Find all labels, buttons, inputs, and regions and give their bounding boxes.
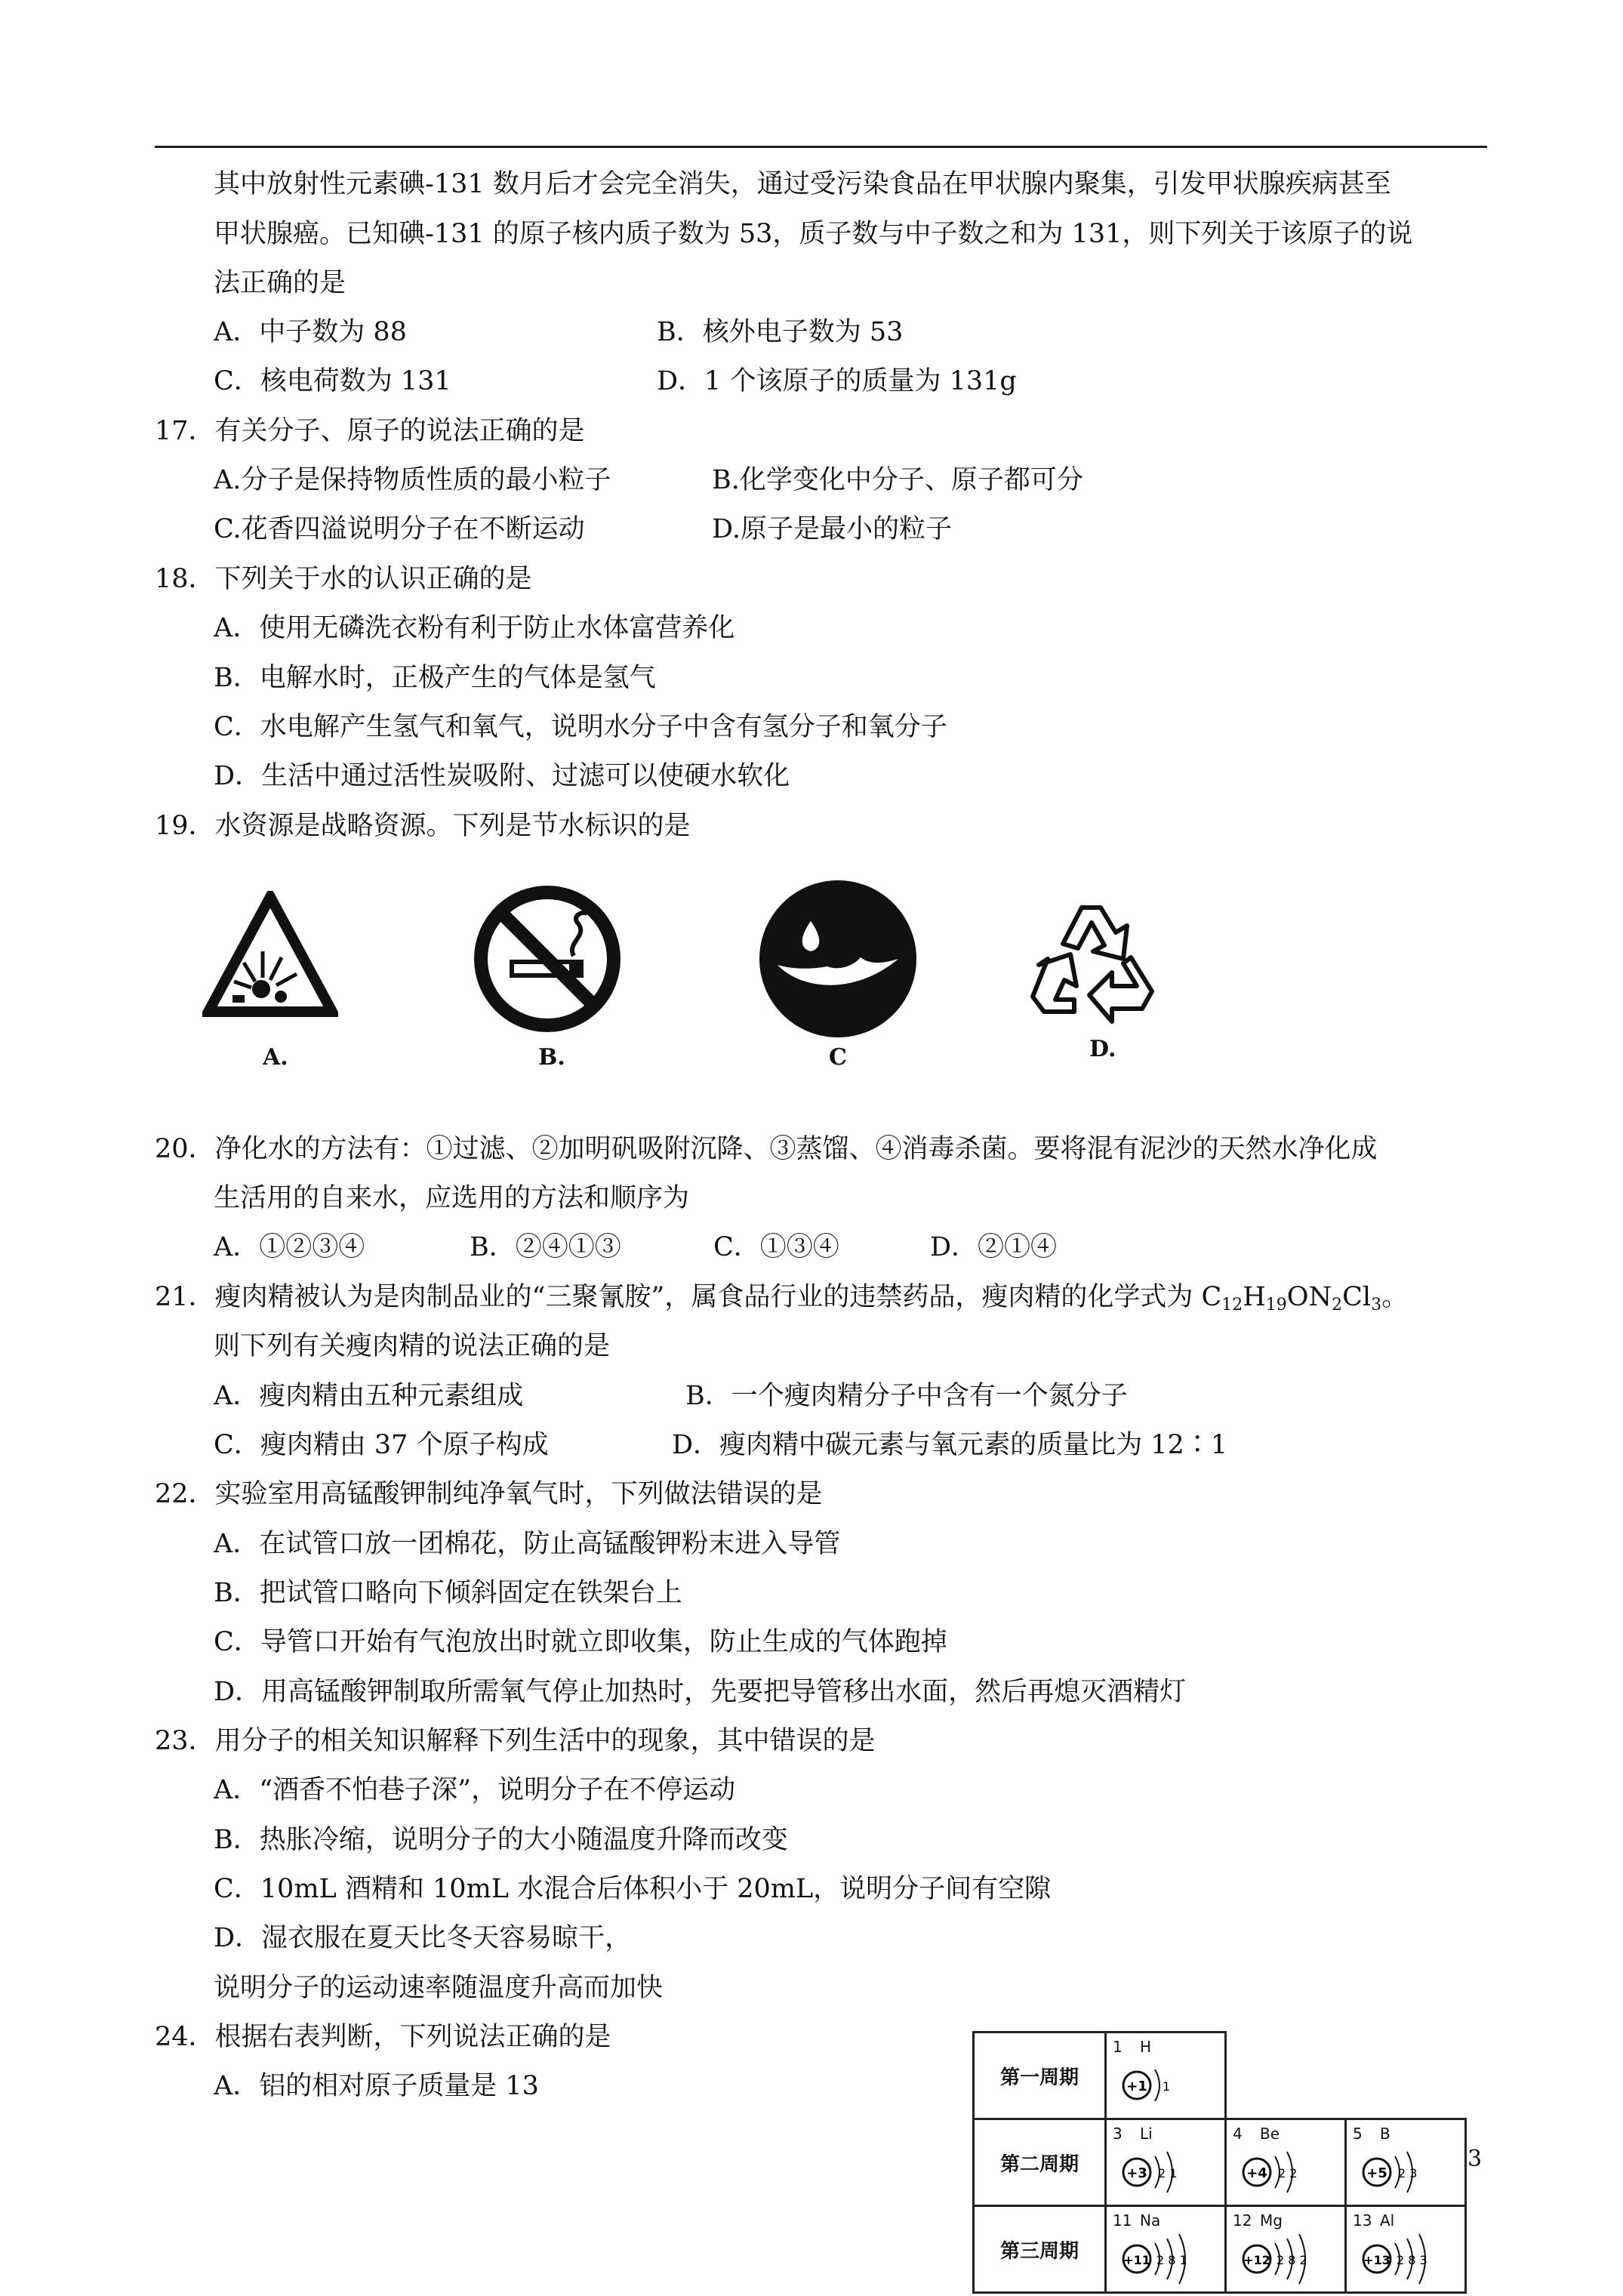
page-edge-mark: 3 (1467, 2146, 1483, 2172)
q21-line-1-text: 21．瘦肉精被认为是肉制品业的“三聚氰胺”，属食品行业的违禁药品，瘦肉精的化学式为 (155, 1282, 1202, 1312)
formula-end: 。 (1381, 1282, 1409, 1312)
q20-option-c: C．①③④ (713, 1232, 839, 1262)
element-cell-be (1226, 2119, 1346, 2206)
atom-structure-diagram (1120, 2059, 1218, 2112)
element-number: 1 (1113, 2038, 1123, 2056)
q17-option-a: A.分子是保持物质性质的最小粒子 (214, 465, 611, 495)
atom-structure-diagram (1120, 2233, 1218, 2285)
empty-cell (1346, 2032, 1466, 2119)
q17-option-b: B.化学变化中分子、原子都可分 (712, 465, 1083, 495)
nucleus-charge: +3 (1126, 2165, 1147, 2181)
atom-structure-diagram (1120, 2146, 1218, 2199)
q22-option-d: D．用高锰酸钾制取所需氧气停止加热时，先要把导管移出水面，然后再熄灭酒精灯 (214, 1677, 1187, 1707)
q18-option-d: D．生活中通过活性炭吸附、过滤可以使硬水软化 (214, 761, 790, 791)
electron-shells: 2 3 (1398, 2166, 1418, 2180)
recycling-icon (1018, 891, 1161, 1027)
period-3-label: 第三周期 (974, 2206, 1106, 2293)
q20-option-a: A．①②③④ (214, 1232, 365, 1262)
nucleus-charge: +4 (1246, 2165, 1267, 2181)
q22-option-a: A．在试管口放一团棉花，防止高锰酸钾粉末进入导管 (214, 1529, 841, 1559)
element-symbol: Mg (1260, 2211, 1283, 2230)
nucleus-charge: +5 (1366, 2165, 1387, 2181)
formula-on: ON (1286, 1282, 1332, 1312)
no-smoking-icon (468, 883, 627, 1034)
q21-line-1 (155, 1281, 1408, 1314)
header-rule (155, 146, 1487, 148)
atom-structure-diagram (1240, 2233, 1338, 2285)
q22-option-b: B．把试管口略向下倾斜固定在铁架台上 (214, 1578, 682, 1608)
atom-structure-diagram (1360, 2233, 1458, 2285)
water-saving-icon (755, 876, 921, 1042)
nucleus-charge: +12 (1243, 2253, 1270, 2267)
element-symbol: Na (1140, 2211, 1161, 2230)
element-number: 5 (1353, 2125, 1363, 2143)
element-symbol: H (1140, 2038, 1152, 2056)
electron-shells: 2 1 (1158, 2166, 1178, 2180)
element-number: 3 (1113, 2125, 1123, 2143)
q18-option-a: A．使用无磷洗衣粉有利于防止水体富营养化 (214, 613, 735, 643)
q19-label-b: B. (538, 1044, 565, 1071)
element-symbol: Li (1140, 2125, 1153, 2143)
q23-option-d-line-1: D．湿衣服在夏天比冬天容易晾干， (214, 1923, 632, 1953)
electron-shells: 1 (1163, 2079, 1171, 2094)
q21-line-2: 则下列有关瘦肉精的说法正确的是 (214, 1331, 611, 1361)
q20-option-b: B．②④①③ (470, 1232, 621, 1262)
element-cell-mg (1226, 2206, 1346, 2293)
element-cell-b (1346, 2119, 1466, 2206)
q20-option-d: D．②①④ (930, 1232, 1058, 1262)
q16-option-d: D．1 个该原子的质量为 131g (657, 366, 1017, 396)
nucleus-charge: +1 (1126, 2079, 1147, 2094)
q21-option-c: C．瘦肉精由 37 个原子构成 (214, 1430, 549, 1460)
q23-option-a: A．“酒香不怕巷子深”，说明分子在不停运动 (214, 1775, 736, 1805)
q16-line-2: 甲状腺癌。已知碘-131 的原子核内质子数为 53，质子数与中子数之和为 131，则下列关于该原子的说 (214, 219, 1413, 249)
electron-shells: 2 8 1 (1156, 2253, 1187, 2267)
q20-line-2: 生活用的自来水，应选用的方法和顺序为 (214, 1183, 690, 1213)
q19-stem: 19．水资源是战略资源。下列是节水标识的是 (155, 811, 691, 841)
nucleus-charge: +11 (1123, 2253, 1150, 2267)
element-cell-h (1106, 2032, 1226, 2119)
empty-cell (1226, 2032, 1346, 2119)
formula-c: C (1201, 1282, 1222, 1312)
element-number: 12 (1233, 2211, 1252, 2230)
q18-stem: 18．下列关于水的认识正确的是 (155, 564, 532, 594)
q24-stem: 24．根据右表判断，下列说法正确的是 (155, 2022, 611, 2052)
nucleus-charge: +13 (1363, 2253, 1390, 2267)
formula-n-count: 2 (1332, 1296, 1343, 1314)
formula-h-count: 19 (1265, 1296, 1287, 1314)
q23-stem: 23．用分子的相关知识解释下列生活中的现象，其中错误的是 (155, 1726, 876, 1756)
element-symbol: B (1380, 2125, 1390, 2143)
q16-option-b: B．核外电子数为 53 (657, 317, 904, 347)
element-symbol: Be (1260, 2125, 1280, 2143)
atom-structure-diagram (1360, 2146, 1458, 2199)
q20-line-1: 20．净化水的方法有：①过滤、②加明矾吸附沉降、③蒸馏、④消毒杀菌。要将混有泥沙的天然水净化成 (155, 1134, 1378, 1164)
q18-option-b: B．电解水时，正极产生的气体是氢气 (214, 663, 656, 693)
atom-structure-diagram (1240, 2146, 1338, 2199)
formula-cl-count: 3 (1371, 1296, 1382, 1314)
element-cell-na (1106, 2206, 1226, 2293)
q16-option-c: C．核电荷数为 131 (214, 366, 451, 396)
q21-option-a: A．瘦肉精由五种元素组成 (214, 1381, 524, 1411)
element-number: 11 (1113, 2211, 1132, 2230)
q21-option-b: B．一个瘦肉精分子中含有一个氮分子 (685, 1381, 1128, 1411)
q23-option-d-line-2: 说明分子的运动速率随温度升高而加快 (214, 1973, 664, 2003)
q17-option-c: C.花香四溢说明分子在不断运动 (214, 514, 585, 544)
q22-option-c: C．导管口开始有气泡放出时就立即收集，防止生成的气体跑掉 (214, 1627, 947, 1657)
q17-stem: 17．有关分子、原子的说法正确的是 (155, 416, 585, 446)
q19-label-d: D. (1089, 1036, 1116, 1062)
element-cell-al (1346, 2206, 1466, 2293)
q16-line-3: 法正确的是 (214, 268, 346, 298)
q21-option-d: D．瘦肉精中碳元素与氧元素的质量比为 12∶1 (672, 1430, 1227, 1460)
electron-shells: 2 8 3 (1397, 2253, 1427, 2267)
q24-option-a: A．铝的相对原子质量是 13 (214, 2071, 539, 2101)
q22-stem: 22．实验室用高锰酸钾制纯净氧气时，下列做法错误的是 (155, 1479, 823, 1509)
q18-option-c: C．水电解产生氢气和氧气，说明水分子中含有氢分子和氧分子 (214, 712, 947, 742)
period-2-label: 第二周期 (974, 2119, 1106, 2206)
explosive-warning-icon (202, 891, 338, 1019)
q16-option-a: A．中子数为 88 (214, 317, 407, 347)
element-cell-li (1106, 2119, 1226, 2206)
periodic-table-excerpt (972, 2031, 1467, 2294)
q17-option-d: D.原子是最小的粒子 (712, 514, 952, 544)
q19-label-c: C (829, 1044, 847, 1071)
formula-c-count: 12 (1221, 1296, 1243, 1314)
period-1-label: 第一周期 (974, 2032, 1106, 2119)
q23-option-c: C．10mL 酒精和 10mL 水混合后体积小于 20mL，说明分子间有空隙 (214, 1874, 1052, 1904)
element-number: 13 (1353, 2211, 1372, 2230)
q19-label-a: A. (263, 1044, 288, 1071)
formula-cl: Cl (1342, 1282, 1372, 1312)
formula-h: H (1243, 1282, 1266, 1312)
element-number: 4 (1233, 2125, 1243, 2143)
electron-shells: 2 8 2 (1277, 2253, 1307, 2267)
q23-option-b: B．热胀冷缩，说明分子的大小随温度升降而改变 (214, 1825, 788, 1855)
electron-shells: 2 2 (1278, 2166, 1298, 2180)
q16-line-1: 其中放射性元素碘-131 数月后才会完全消失，通过受污染食品在甲状腺内聚集，引发甲状腺疾病甚至 (214, 169, 1391, 199)
element-symbol: Al (1380, 2211, 1395, 2230)
